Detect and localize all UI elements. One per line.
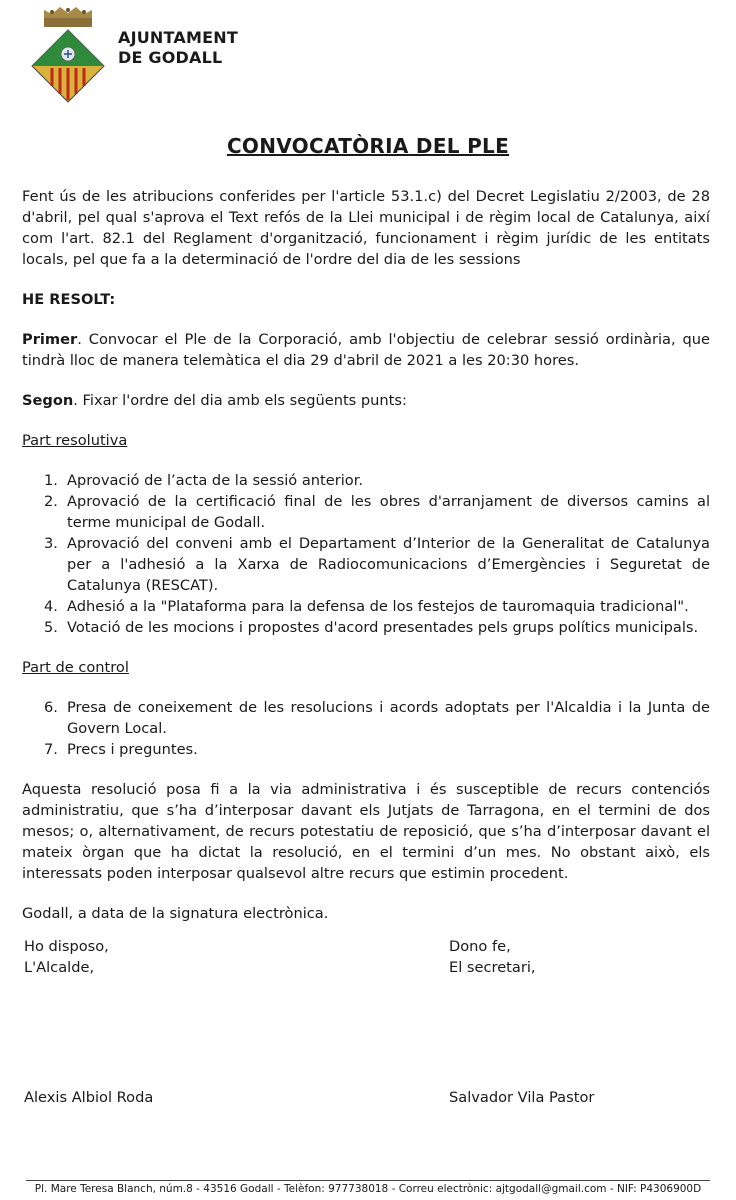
list-item: [22, 739, 710, 760]
mayor-title: L'Alcalde,: [24, 959, 95, 976]
secretary-signature-block: [449, 936, 536, 978]
footer-contact: Pl. Mare Teresa Blanch, núm.8 - 43516 Godall - Telèfon: 977738018 - Correu electrònic: ajtgodall@gmail.com - NIF: P4306900D: [34, 1183, 702, 1195]
list-item-text: Aprovació de l’acta de la sessió anterior.: [67, 472, 364, 489]
list-item-number: 2.: [44, 493, 58, 510]
agenda-list-resolutive: [22, 470, 710, 638]
mayor-formula: Ho disposo,: [24, 938, 109, 955]
document-body: [22, 186, 710, 924]
organization-name-line1: AJUNTAMENT: [118, 28, 238, 47]
secretary-name: Salvador Vila Pastor: [449, 1089, 595, 1106]
list-item-number: 3.: [44, 535, 58, 552]
list-item-text: Aprovació del conveni amb el Departament d’Interior de la Generalitat de Catalunya per a l'adhesió a la Xarxa de Radiocomunicacions d’Emergències i Seguretat de Catalunya (RESCAT).: [67, 535, 710, 594]
first-paragraph: [22, 329, 710, 371]
first-text: . Convocar el Ple de la Corporació, amb l'objectiu de celebrar sessió ordinària, que tindrà lloc de manera telemàtica el dia 29 d'abril de 2021 a les 20:30 hores.: [22, 331, 710, 369]
list-item-number: 5.: [44, 619, 58, 636]
secretary-title: El secretari,: [449, 959, 536, 976]
closing-paragraph: Aquesta resolució posa fi a la via administrativa i és susceptible de recurs contenciós administratiu, que s’ha d’interposar davant els Jutjats de Tarragona, en el termini de dos mesos; o, alternativament, de recurs potestatiu de reposició, que s’ha d’interposar davant el mateix òrgan que ha dictat la resolució, en el termini d’un mes. No obstant això, els interessats poden interposar qualsevol altre recurs que estimin procedent.: [22, 781, 710, 882]
list-item: [22, 617, 710, 638]
list-item: [22, 533, 710, 596]
letterhead: [30, 4, 330, 108]
municipal-coat-of-arms-logo: [30, 4, 106, 108]
mayor-signature-block: [24, 936, 109, 978]
first-label: Primer: [22, 331, 78, 348]
organization-name-line2: DE GODALL: [118, 48, 223, 67]
part-control-heading: Part de control: [22, 659, 129, 676]
intro-paragraph: Fent ús de les atribucions conferides per l'article 53.1.c) del Decret Legislatiu 2/2003, de 28 d'abril, pel qual s'aprova el Text refós de la Llei municipal i de règim local de Catalunya, així com l'art. 82.1 del Reglament d'organització, funcionament i règim jurídic de les entitats locals, pel que fa a la determinació de l'ordre del dia de les sessions: [22, 188, 710, 268]
list-item: [22, 596, 710, 617]
list-item-text: Votació de les mocions i propostes d'acord presentades pels grups polítics municipals.: [67, 619, 699, 636]
footer-divider: [26, 1180, 710, 1181]
list-item: [22, 470, 710, 491]
second-paragraph: [22, 390, 710, 411]
list-item-number: 1.: [44, 472, 58, 489]
second-label: Segon: [22, 392, 74, 409]
list-item-text: Aprovació de la certificació final de les obres d'arranjament de diversos camins al terme municipal de Godall.: [67, 493, 710, 531]
document-title: CONVOCATÒRIA DEL PLE: [226, 134, 510, 158]
list-item: [22, 491, 710, 533]
organization-name: [118, 28, 238, 68]
list-item-text: Precs i preguntes.: [67, 741, 198, 758]
list-item-text: Presa de coneixement de les resolucions i acords adoptats per l'Alcaldia i la Junta de Govern Local.: [67, 699, 710, 737]
agenda-list-control: [22, 697, 710, 760]
list-item-number: 6.: [44, 699, 58, 716]
secretary-formula: Dono fe,: [449, 938, 511, 955]
list-item: [22, 697, 710, 739]
list-item-number: 7.: [44, 741, 58, 758]
list-item-number: 4.: [44, 598, 58, 615]
mayor-name: Alexis Albiol Roda: [24, 1089, 154, 1106]
second-text: . Fixar l'ordre del dia amb els següents punts:: [73, 392, 407, 409]
place-date: Godall, a data de la signatura electrònica.: [22, 905, 329, 922]
part-resolutive-heading: Part resolutiva: [22, 432, 128, 449]
resolved-heading: HE RESOLT:: [22, 291, 116, 308]
list-item-text: Adhesió a la "Plataforma para la defensa de los festejos de tauromaquia tradicional".: [67, 598, 689, 615]
